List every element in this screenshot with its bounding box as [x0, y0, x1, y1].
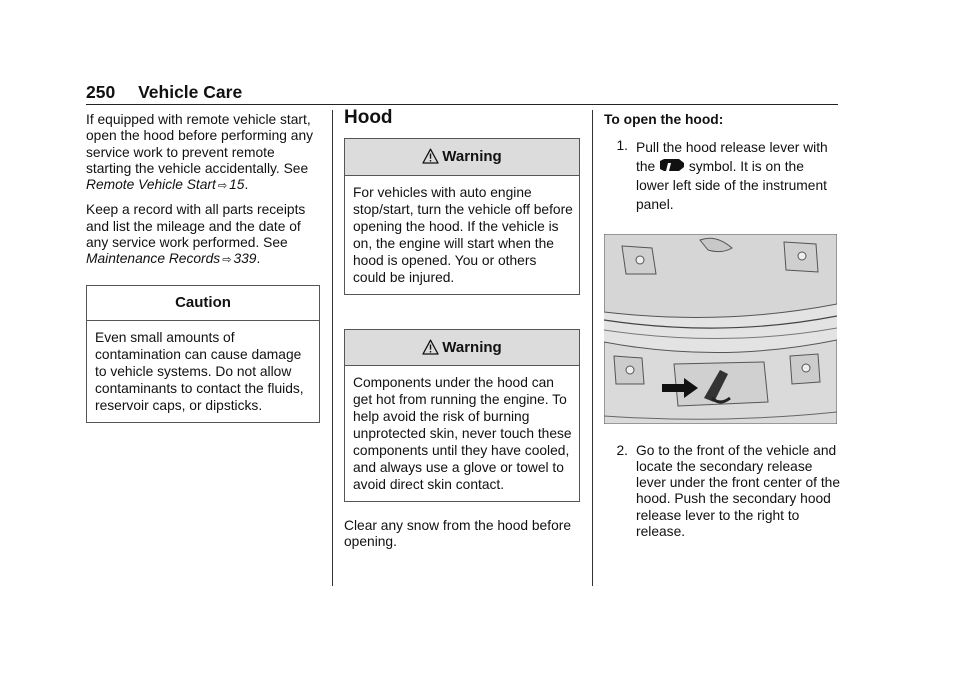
- maintenance-records-link[interactable]: Maintenance Records: [86, 251, 221, 267]
- records-paragraph: Keep a record with all parts receipts and list the mileage and the date of any service work performed. See Maintenance Records ⇨ 339.: [86, 202, 306, 267]
- section-title: Vehicle Care: [138, 82, 243, 102]
- page-ref-icon: ⇨: [222, 254, 232, 267]
- hood-heading: Hood: [344, 107, 393, 128]
- step-1: [604, 138, 840, 214]
- warning-title: [345, 139, 579, 175]
- step-number: 1.: [616, 138, 628, 154]
- column-left: [86, 112, 320, 423]
- step-number: 2.: [616, 442, 628, 458]
- column-divider-right: [592, 110, 593, 586]
- remote-start-link[interactable]: Remote Vehicle Start: [86, 177, 216, 193]
- column-middle: [344, 107, 580, 558]
- caution-box: [86, 285, 320, 423]
- step-1-text-b: symbol. It is on the lower left side of the instrument panel.: [636, 159, 827, 213]
- column-divider-left: [332, 110, 333, 586]
- caution-body: Even small amounts of contamination can cause damage to vehicle systems. Do not allow contaminants to contact the fluids, reservoir caps, or dipsticks.: [95, 329, 304, 413]
- warning-box-hot-components: [344, 329, 580, 502]
- column-right: [604, 112, 840, 540]
- step-1-text-a: Pull the hood release lever with the: [636, 140, 828, 175]
- warning-body: For vehicles with auto engine stop/start, turn the vehicle off before opening the hood. If the vehicle is on, the engine will start when the hood is opened. You or others could be injured.: [353, 184, 573, 285]
- warning-box-auto-stop: [344, 138, 580, 294]
- step-text: Go to the front of the vehicle and locate the secondary release lever under the front center of the hood. Push the secondary hood release lever to the right to release.: [636, 442, 841, 540]
- records-text: Keep a record with all parts receipts and list the mileage and the date of any service work performed. See: [86, 202, 306, 251]
- warning-body: Components under the hood can get hot from running the engine. To help avoid the risk of burning unprotected skin, never touch these components until they have cooled, and always use a glove or towel to avoid direct skin contact.: [353, 374, 572, 492]
- remote-start-text: If equipped with remote vehicle start, open the hood before performing any service work to prevent remote starting the vehicle accidentally. See: [86, 112, 314, 176]
- step-text: [636, 138, 840, 214]
- header-rule: [86, 104, 838, 105]
- warning-triangle-icon: [422, 339, 439, 355]
- remote-start-paragraph: If equipped with remote vehicle start, open the hood before performing any service work to prevent remote starting the vehicle accidentally. See Remote Vehicle Start ⇨ 15.: [86, 112, 314, 193]
- warning-title: [345, 330, 579, 366]
- remote-start-page[interactable]: 15: [229, 177, 245, 193]
- page-number: 250: [86, 82, 116, 102]
- warning-title-text: Warning: [442, 148, 502, 166]
- page-header: [86, 82, 242, 103]
- open-hood-subheading: To open the hood:: [604, 112, 724, 127]
- page-ref-icon: ⇨: [217, 180, 228, 193]
- hood-release-icon: [659, 158, 685, 172]
- warning-title-text: Warning: [442, 338, 502, 356]
- hood-release-lever-illustration: [604, 234, 837, 424]
- maintenance-records-page[interactable]: 339: [233, 251, 257, 267]
- warning-triangle-icon: [422, 148, 439, 164]
- caution-title: Caution: [87, 286, 319, 321]
- step-2: [604, 443, 840, 541]
- snow-paragraph: Clear any snow from the hood before opening.: [344, 517, 572, 550]
